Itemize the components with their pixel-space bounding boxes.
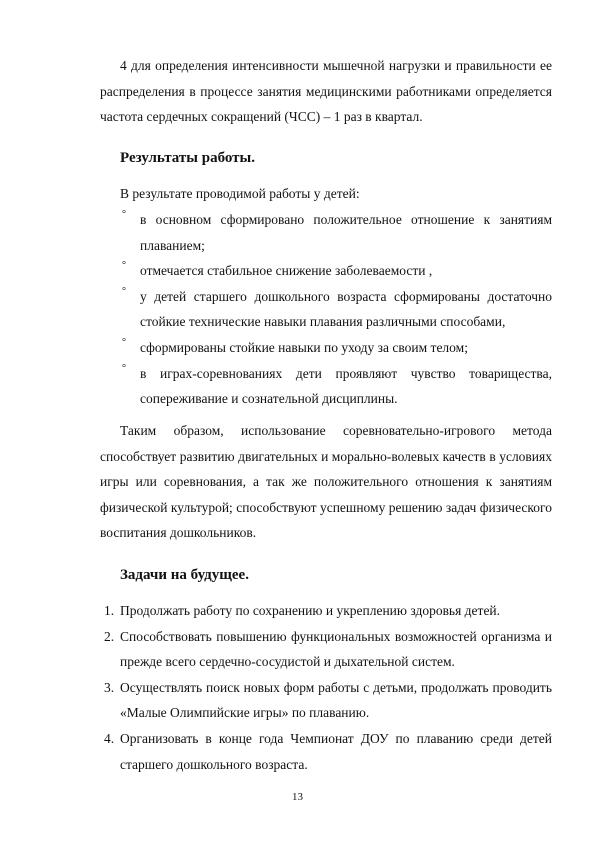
list-item: ° отмечается стабильное снижение заболеваемости ,	[100, 258, 552, 284]
list-item: 2. Способствовать повышению функциональных возможностей организма и прежде всего сердечно-сосудистой и дыхательной систем.	[104, 628, 552, 670]
list-item: 1. Продолжать работу по сохранению и укреплению здоровья детей.	[104, 603, 501, 618]
list-item: ° в основном сформировано положительное отношение к занятиям плаванием;	[100, 207, 552, 258]
results-lead: В результате проводимой работы у детей:	[120, 186, 360, 201]
bullet-icon: °	[122, 285, 126, 297]
list-item: 4. Организовать в конце года Чемпионат ДОУ по плаванию среди детей старшего дошкольного возраста.	[104, 730, 552, 772]
bullet-icon: °	[122, 336, 126, 348]
intro-paragraph: 4 для определения интенсивности мышечной нагрузки и правильности ее распределения в процессе занятия медицинскими работниками определяется частота сердечных сокращений (ЧСС) – 1 раз в квартал.	[100, 58, 552, 125]
results-conclusion: Таким образом, использование соревновательно-игрового метода способствует развитию двигательных и морально-волевых качеств в условиях игры или соревнования, а так же положительного отношения к занятиям физической культурой; способствуют успешному решению задач физического воспитания дошкольников.	[100, 423, 552, 541]
list-item: ° сформированы стойкие навыки по уходу за своим телом;	[100, 335, 552, 361]
future-heading: Задачи на будущее.	[120, 567, 249, 583]
list-item: ° в играх-соревнованиях дети проявляют чувство товарищества, сопереживание и сознательной дисциплины.	[100, 361, 552, 412]
list-item: ° у детей старшего дошкольного возраста сформированы достаточно стойкие технические навыки плавания различными способами,	[100, 284, 552, 335]
results-heading: Результаты работы.	[120, 150, 256, 166]
bullet-icon: °	[122, 209, 126, 220]
future-list	[100, 598, 552, 777]
page-number: 13	[292, 791, 303, 803]
list-item: 3. Осуществлять поиск новых форм работы с детьми, продолжать проводить «Малые Олимпийские игры» по плаванию.	[104, 679, 552, 721]
results-list	[100, 207, 552, 412]
bullet-icon: °	[122, 362, 126, 374]
bullet-icon: °	[122, 260, 126, 272]
